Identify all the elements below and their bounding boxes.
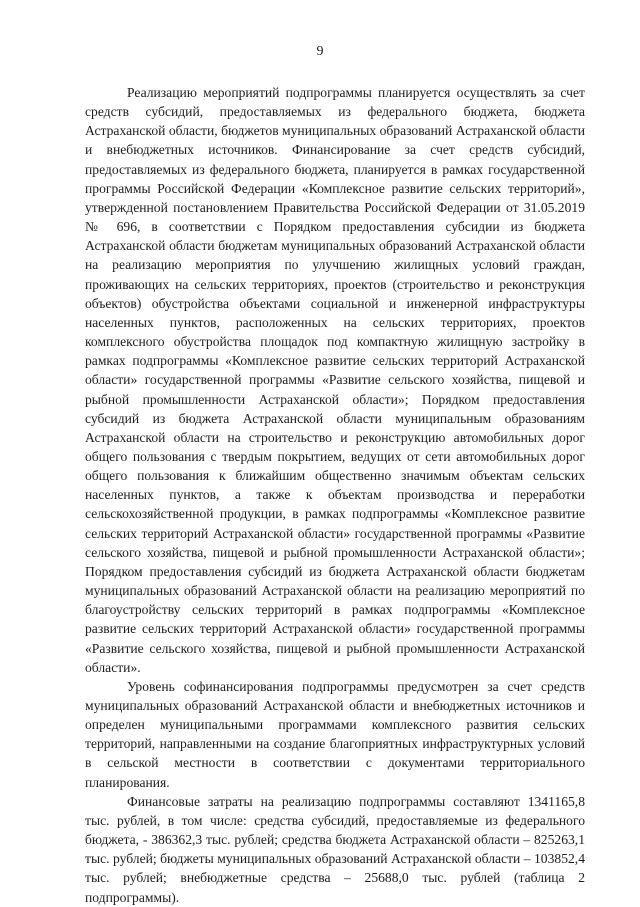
document-body: [85, 83, 585, 907]
paragraph-cofinancing-level: Уровень софинансирования подпрограммы предусмотрен за счет средств муниципальных образований Астраханской области и внебюджетных источников и определен муниципальными программами комплексного развития сельских территорий, направленными на создание благоприятных инфраструктурных условий в сельской местности в соответствии с документами территориального планирования.: [85, 678, 585, 790]
paragraph-financial-costs: Финансовые затраты на реализацию подпрограммы составляют 1341165,8 тыс. рублей, в том числе: средства субсидий, предоставляемые из федерального бюджета, - 386362,3 тыс. рублей; средства бюджета Астраханской области – 825263,1 тыс. рублей; бюджеты муниципальных образований Астраханской области – 103852,4 тыс. рублей; внебюджетные средства – 25688,0 тыс. рублей (таблица 2 подпрограммы).: [85, 793, 585, 905]
paragraph-funding-sources: Реализацию мероприятий подпрограммы планируется осуществлять за счет средств субсидий, предоставляемых из федерального бюджета, бюджета Астраханской области, бюджетов муниципальных образований Астраханской области и внебюджетных источников. Финансирование за счет средств субсидий, предоставляемых из федерального бюджета, планируется в рамках государственной программы Российской Федерации «Комплексное развитие сельских территорий», утвержденной постановлением Правительства Российской Федерации от 31.05.2019 № 696, в соответствии с Порядком предоставления субсидии из бюджета Астраханской области бюджетам муниципальных образований Астраханской области на реализацию мероприятия по улучшению жилищных условий граждан, проживающих на сельских территориях, проектов (строительство и реконструкция объектов) обустройства объектами социальной и инженерной инфраструктуры населенных пунктов, расположенных на сельских территориях, проектов комплексного обустройства площадок под компактную жилищную застройку в рамках подпрограммы «Комплексное развитие сельских территорий Астраханской области» государственной программы «Развитие сельского хозяйства, пищевой и рыбной промышленности Астраханской области»; Порядком предоставления субсидий из бюджета Астраханской области муниципальным образованиям Астраханской области на строительство и реконструкцию автомобильных дорог общего пользования с твердым покрытием, ведущих от сети автомобильных дорог общего пользования к ближайшим общественно значимым объектам сельских населенных пунктов, а также к объектам производства и переработки сельскохозяйственной продукции, в рамках подпрограммы «Комплексное развитие сельских территорий Астраханской области» государственной программы «Развитие сельского хозяйства, пищевой и рыбной промышленности Астраханской области»; Порядком предоставления субсидий из бюджета Астраханской области бюджетам муниципальных образований Астраханской области на реализацию мероприятий по благоустройству сельских территорий в рамках подпрограммы «Комплексное развитие сельских территорий Астраханской области» государственной программы «Развитие сельского хозяйства, пищевой и рыбной промышленности Астраханской области».: [85, 85, 585, 675]
page-number: 9: [316, 44, 324, 59]
